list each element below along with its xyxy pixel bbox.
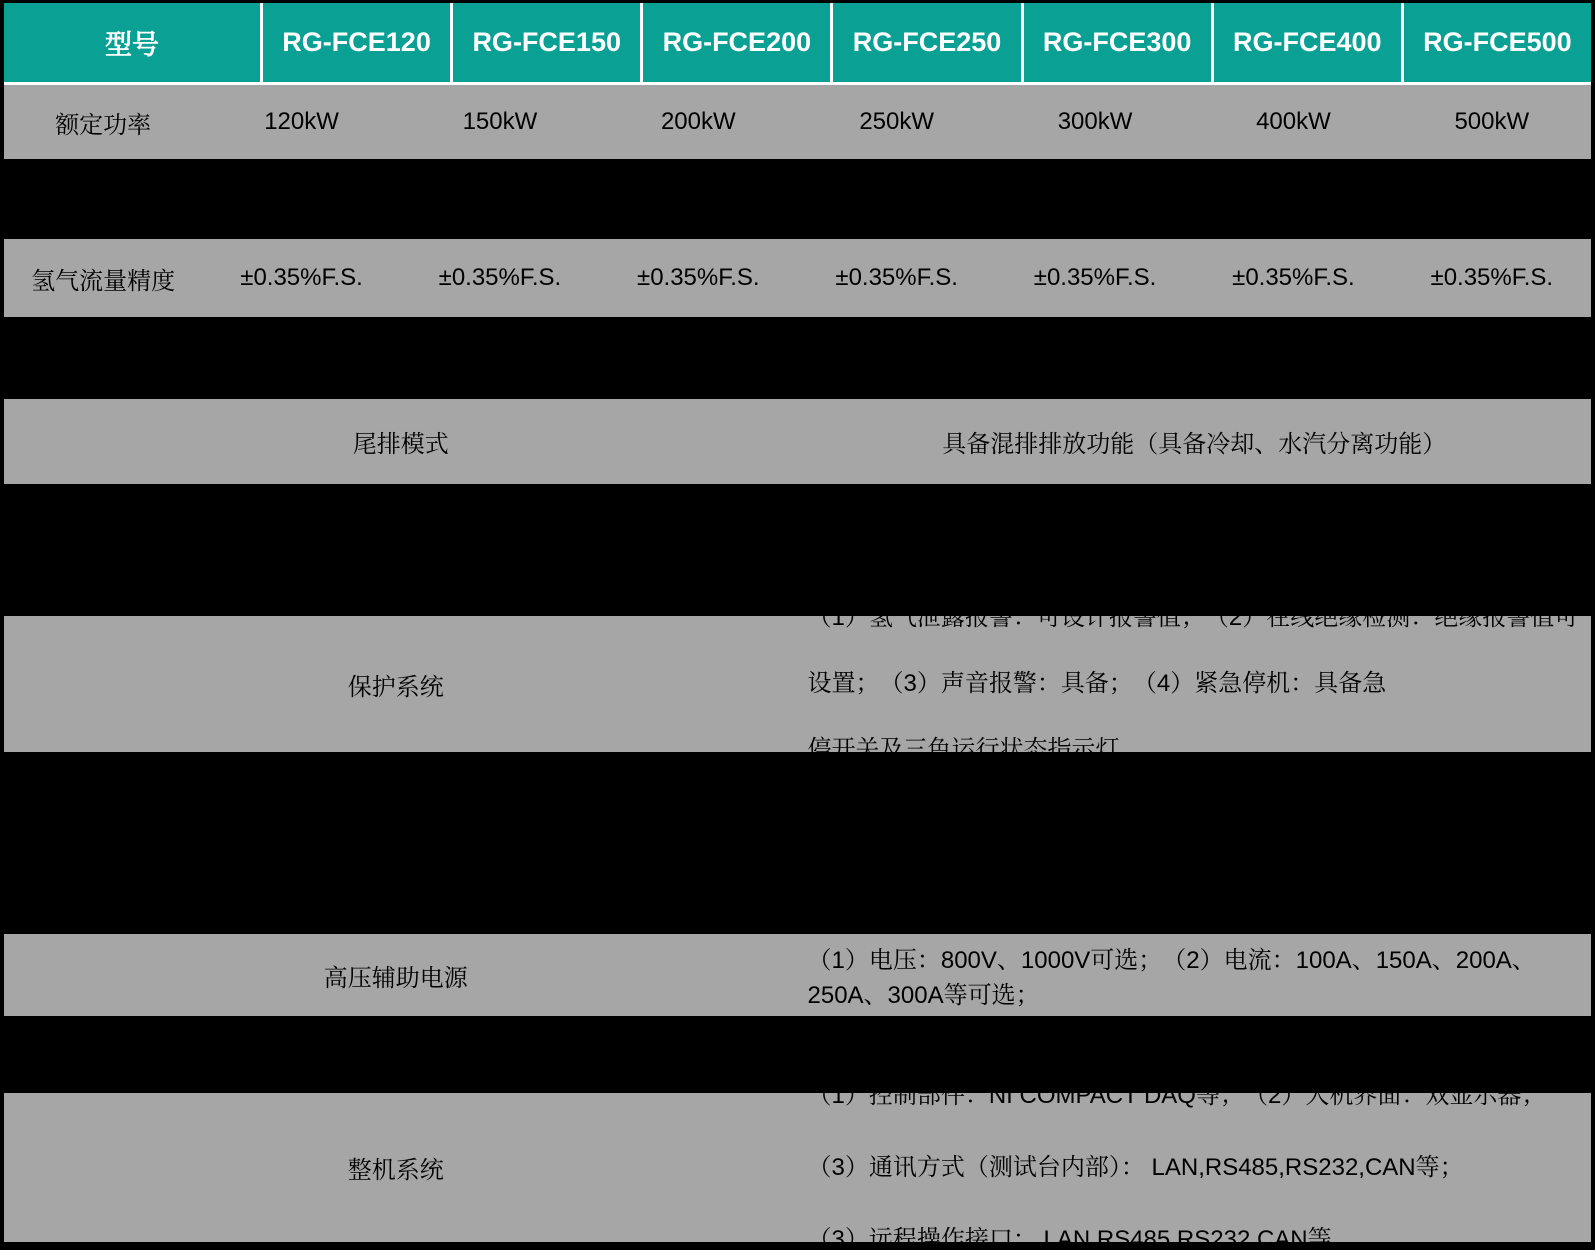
spec-value-cell: ±0.35%F.S. bbox=[1232, 264, 1355, 291]
header-cell-model-1 bbox=[260, 3, 450, 82]
whole-system-line-2: （3）远程操作接口： LAN,RS485,RS232,CAN等。 bbox=[807, 1225, 1356, 1250]
spec-value-cell: ±0.35%F.S. bbox=[240, 264, 363, 291]
table-row-h2-flow-accuracy bbox=[4, 239, 1591, 317]
row-label: 保护系统 bbox=[347, 673, 444, 701]
spec-value-cell: ±0.35%F.S. bbox=[1033, 264, 1157, 291]
spec-value-cell: 120kW bbox=[264, 108, 339, 135]
table-row-whole-system bbox=[4, 1081, 1591, 1250]
protection-text-block bbox=[808, 585, 1592, 783]
protection-line-1: （1）氢气泄露报警：可设计报警值； （2）在线绝缘检测：绝缘报警值可设置； （3）声音报警：具备； （4）紧急停机：具备急 bbox=[807, 604, 1579, 697]
spec-value-cell: 400kW bbox=[1256, 108, 1331, 135]
row-label: 尾排模式 bbox=[352, 431, 449, 458]
row-label: 额定功率 bbox=[55, 111, 152, 139]
spec-value-cell: 150kW bbox=[462, 108, 538, 135]
table-row-tail-exhaust-mode bbox=[4, 399, 1591, 484]
redacted-row bbox=[4, 317, 1591, 399]
model-name: RG-FCE150 bbox=[472, 27, 621, 57]
header-cell-model-label bbox=[4, 3, 260, 82]
spec-value-multiline bbox=[788, 604, 1592, 763]
model-name: RG-FCE200 bbox=[662, 27, 812, 57]
spec-value-span: 具备混排排放功能（具备冷却、水汽分离功能） bbox=[942, 431, 1447, 458]
header-cell-model-3 bbox=[640, 3, 830, 82]
spec-value-cell: 250kW bbox=[859, 108, 935, 135]
spec-value-cell: 200kW bbox=[660, 108, 736, 135]
row-label: 整机系统 bbox=[347, 1157, 444, 1184]
model-label: 型号 bbox=[105, 30, 159, 60]
spec-value-cell: ±0.35%F.S. bbox=[835, 264, 958, 291]
table-header-row bbox=[4, 3, 1591, 85]
row-label: 氢气流量精度 bbox=[31, 267, 176, 295]
header-cell-model-4 bbox=[830, 3, 1020, 82]
model-name: RG-FCE500 bbox=[1423, 27, 1572, 57]
table-row-rated-power bbox=[4, 85, 1591, 159]
model-name: RG-FCE250 bbox=[852, 27, 1002, 57]
whole-system-text-block bbox=[808, 1060, 1592, 1250]
spec-value-cell: 300kW bbox=[1057, 108, 1133, 135]
model-name: RG-FCE120 bbox=[282, 27, 431, 57]
table-row-protection-system bbox=[4, 604, 1591, 763]
spec-value-cell: ±0.35%F.S. bbox=[1430, 264, 1554, 291]
spec-value-multiline bbox=[788, 1081, 1592, 1250]
spec-value-span: （1）电压：800V、1000V可选； （2）电流：100A、150A、200A、250A、300A等可选； bbox=[807, 947, 1536, 1009]
row-label: 高压辅助电源 bbox=[323, 964, 468, 992]
spec-value-cell: ±0.35%F.S. bbox=[637, 264, 760, 291]
model-name: RG-FCE300 bbox=[1042, 27, 1192, 57]
spec-value-cell: 500kW bbox=[1454, 108, 1530, 135]
protection-line-2: 停开关及三色运行状态指示灯 bbox=[807, 736, 1120, 763]
whole-system-line-1: （1）控制部件：NI COMPACT DAQ等； （2）人机界面：双显示器； （3）通讯方式（测试台内部）： LAN,RS485,RS232,CAN等； bbox=[807, 1081, 1558, 1181]
header-cell-model-5 bbox=[1021, 3, 1211, 82]
model-name: RG-FCE400 bbox=[1233, 27, 1382, 57]
header-cell-model-2 bbox=[450, 3, 640, 82]
spec-value-cell: ±0.35%F.S. bbox=[438, 264, 562, 291]
redacted-row bbox=[4, 159, 1591, 239]
table-row-hv-aux-power bbox=[4, 934, 1591, 1016]
header-cell-model-6 bbox=[1211, 3, 1401, 82]
header-cell-model-7 bbox=[1401, 3, 1591, 82]
